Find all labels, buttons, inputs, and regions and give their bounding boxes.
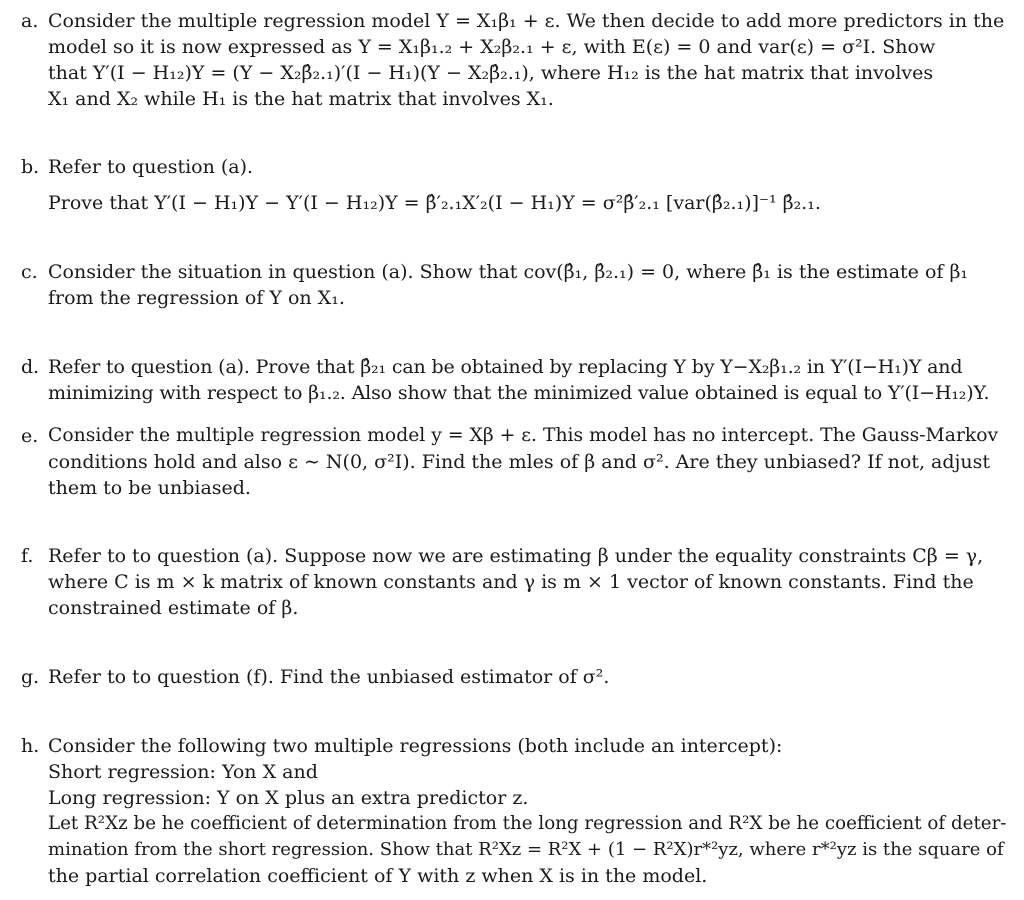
text-line: Refer to question (a). bbox=[48, 156, 254, 178]
text-line: from the regression of Y on X₁. bbox=[48, 287, 345, 309]
question-text bbox=[48, 423, 1006, 501]
text-line: minimizing with respect to β₁.₂. Also show that the minimized value obtained is equal to Y′(I−H₁₂)Y. bbox=[48, 382, 990, 404]
question-label: h. bbox=[21, 735, 40, 757]
question-label: b. bbox=[21, 156, 40, 178]
text-line: where C is m × k matrix of known constants and γ is m × 1 vector of known constants. Find the bbox=[48, 571, 974, 593]
text-line: Long regression: Y on X plus an extra predictor z. bbox=[48, 787, 529, 809]
question-f bbox=[21, 543, 1006, 621]
question-text bbox=[48, 664, 1006, 690]
text-line: Refer to to question (f). Find the unbiased estimator of σ². bbox=[48, 666, 610, 688]
text-line: conditions hold and also ε ∼ N(0, σ²I). Find the mles of β and σ². Are they unbiased? If not, adjust bbox=[48, 451, 991, 473]
text-line: that Y′(I − H₁₂)Y = (Y − X₂β̂₂.₁)′(I − H₁)(Y − X₂β̂₂.₁), where H₁₂ is the hat matrix that involves bbox=[48, 62, 934, 84]
question-text bbox=[48, 354, 1006, 406]
question-text bbox=[48, 154, 1006, 216]
question-text bbox=[48, 543, 1006, 621]
text-line: Short regression: Yon X and bbox=[48, 761, 318, 783]
text-line: mination from the short regression. Show that R²Xz = R²X + (1 − R²X)r*²yz, where r*²yz is the square of bbox=[48, 839, 1004, 860]
question-label: a. bbox=[21, 10, 39, 32]
text-line: Refer to to question (a). Suppose now we are estimating β under the equality constraints Cβ = γ, bbox=[48, 545, 984, 567]
text-line: Consider the following two multiple regressions (both include an intercept): bbox=[48, 735, 783, 757]
text-line: Let R²Xz be he coefficient of determination from the long regression and R²X be he coefficient of deter- bbox=[48, 813, 1007, 834]
question-label: g. bbox=[21, 666, 40, 688]
text-line: the partial correlation coefficient of Y with z when X is in the model. bbox=[48, 865, 708, 887]
question-text bbox=[48, 8, 1006, 112]
text-line: X₁ and X₂ while H₁ is the hat matrix that involves X₁. bbox=[48, 88, 554, 110]
text-line: model so it is now expressed as Y = X₁β₁.₂ + X₂β₂.₁ + ε, with E(ε) = 0 and var(ε) = σ²I. Show bbox=[48, 36, 936, 58]
text-line: them to be unbiased. bbox=[48, 477, 251, 499]
question-label: c. bbox=[21, 261, 38, 283]
question-d bbox=[21, 354, 1006, 406]
text-line: Consider the multiple regression model y = Xβ + ε. This model has no intercept. The Gauss-Markov bbox=[48, 425, 999, 446]
text-line: Prove that Y′(I − H₁)Y − Y′(I − H₁₂)Y = β̂′₂.₁X′₂(I − H₁)Y = σ²β̂′₂.₁ [var(β̂₂.₁)]⁻¹ β̂₂.₁. bbox=[48, 192, 821, 214]
question-label: f. bbox=[21, 545, 34, 567]
question-text bbox=[48, 733, 1006, 889]
question-label: d. bbox=[21, 356, 39, 378]
question-a bbox=[21, 8, 1006, 112]
question-text bbox=[48, 259, 1006, 311]
text-line: Refer to question (a). Prove that β̂₂₁ can be obtained by replacing Y by Y−X₂β₁.₂ in Y′(I−H₁)Y and bbox=[48, 356, 963, 378]
question-e bbox=[21, 423, 1006, 501]
question-label: e. bbox=[21, 425, 39, 447]
question-c bbox=[21, 259, 1006, 311]
question-b bbox=[21, 154, 1006, 216]
question-h bbox=[21, 733, 1006, 889]
text-line: Consider the situation in question (a). Show that cov(β̂₁, β̂₂.₁) = 0, where β̂₁ is the estimate of β₁ bbox=[48, 261, 969, 283]
text-line: Consider the multiple regression model Y = X₁β₁ + ε. We then decide to add more predictors in the bbox=[48, 10, 1005, 32]
text-line: constrained estimate of β. bbox=[48, 597, 299, 619]
question-g bbox=[21, 664, 1006, 690]
